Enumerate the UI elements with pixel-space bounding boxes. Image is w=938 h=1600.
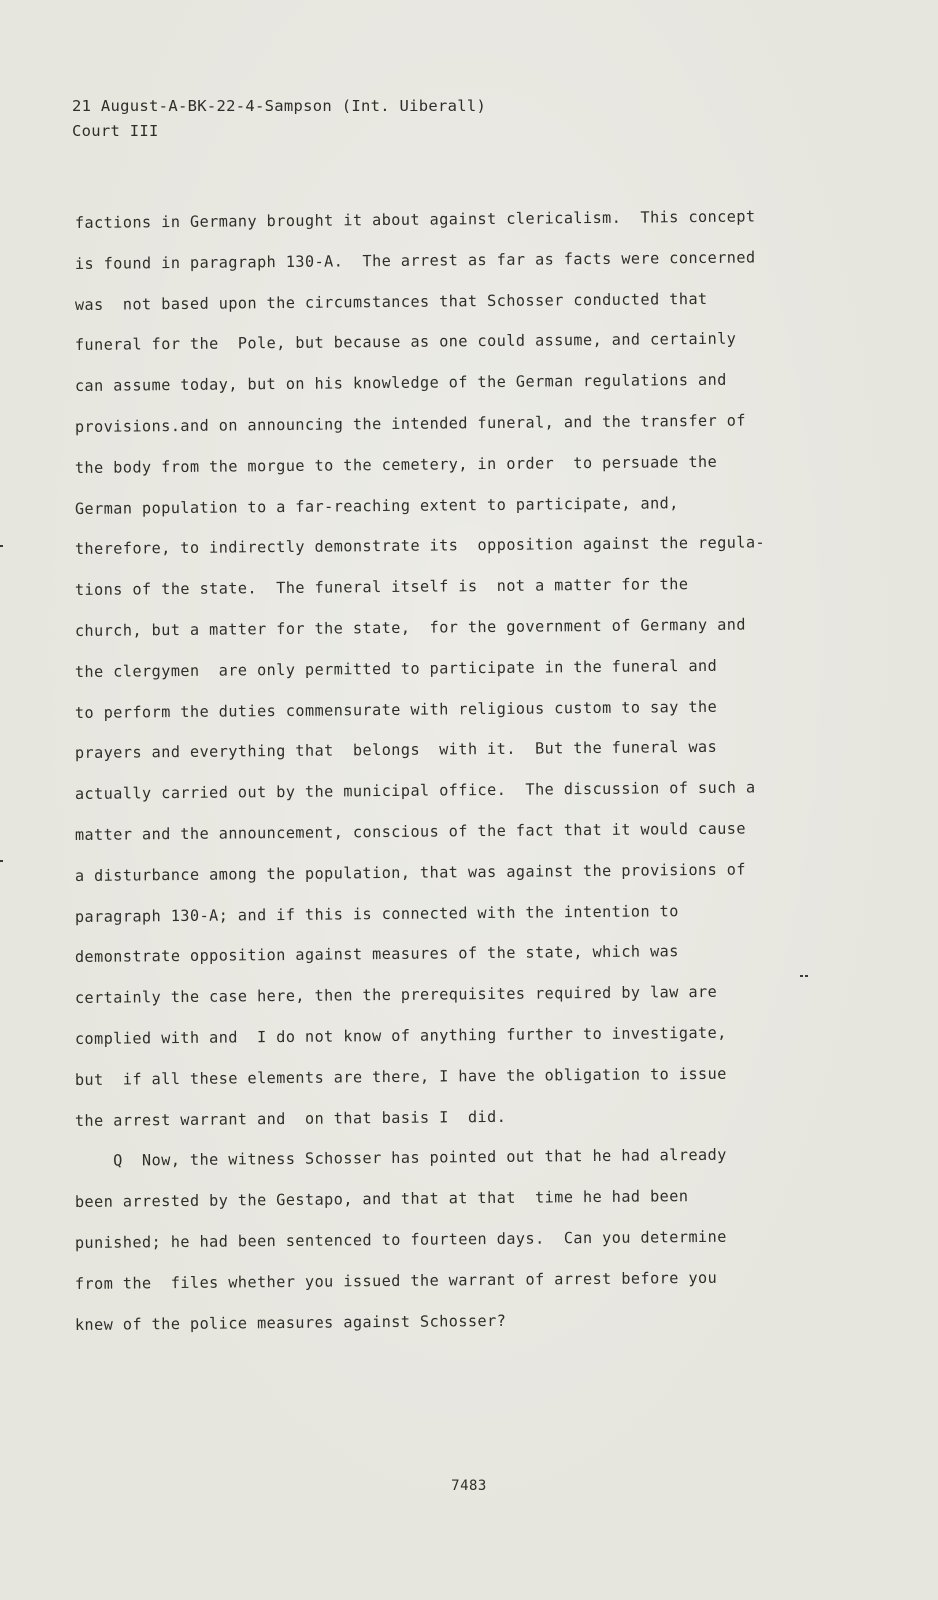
text-line: to perform the duties commensurate with religious custom to say the — [74, 697, 718, 722]
text-line: prayers and everything that belongs with it. But the funeral was — [74, 738, 718, 763]
text-line: a disturbance among the population, that was against the provisions of — [74, 860, 747, 885]
text-line: matter and the announcement, conscious of the fact that it would cause — [74, 819, 747, 844]
text-line: the clergymen are only permitted to participate in the funeral and — [74, 656, 718, 681]
margin-mark — [800, 975, 803, 977]
text-line: therefore, to indirectly demonstrate its opposition against the regula- — [74, 533, 766, 559]
text-line: can assume today, but on his knowledge of the German regulations and — [74, 370, 727, 396]
document-header — [72, 94, 486, 144]
text-line: German population to a far-reaching extent to participate, and, — [74, 493, 679, 518]
question-line: Q Now, the witness Schosser has pointed out that he had already — [74, 1146, 727, 1171]
margin-mark — [0, 545, 3, 547]
text-line: been arrested by the Gestapo, and that at that time he had been — [74, 1187, 689, 1212]
text-line: actually carried out by the municipal office. The discussion of such a — [74, 778, 756, 804]
text-line: demonstrate opposition against measures of the state, which was — [74, 942, 679, 967]
text-line: was not based upon the circumstances that Schosser conducted that — [74, 289, 708, 314]
header-session-line: 21 August-A-BK-22-4-Sampson (Int. Uiberall) — [72, 97, 487, 115]
text-line: paragraph 130-A; and if this is connected with the intention to — [74, 901, 679, 926]
text-line: the arrest warrant and on that basis I did. — [74, 1107, 507, 1130]
text-line: funeral for the Pole, but because as one could assume, and certainly — [74, 330, 737, 355]
text-line: but if all these elements are there, I have the obligation to issue — [74, 1064, 727, 1089]
text-line: is found in paragraph 130-A. The arrest as far as facts were concerned — [74, 248, 756, 273]
margin-mark — [805, 975, 808, 977]
margin-mark — [0, 860, 3, 862]
text-line: from the files whether you issued the warrant of arrest before you — [74, 1268, 718, 1293]
text-line: factions in Germany brought it about against clericalism. This concept — [74, 207, 756, 233]
text-line: church, but a matter for the state, for the government of Germany and — [74, 615, 747, 640]
text-line: certainly the case here, then the prerequisites required by law are — [74, 982, 718, 1008]
text-line: knew of the police measures against Schosser? — [74, 1311, 507, 1334]
page-number: 7483 — [451, 1478, 487, 1494]
header-court-line: Court III — [72, 122, 159, 140]
text-line: provisions.and on announcing the intended funeral, and the transfer of — [74, 411, 747, 436]
text-line: complied with and I do not know of anything further to investigate, — [74, 1023, 727, 1048]
text-line: tions of the state. The funeral itself is not a matter for the — [74, 575, 689, 600]
testimony-body — [74, 207, 820, 1354]
text-line: punished; he had been sentenced to fourteen days. Can you determine — [74, 1227, 727, 1252]
text-line: the body from the morgue to the cemetery, in order to persuade the — [74, 452, 718, 477]
